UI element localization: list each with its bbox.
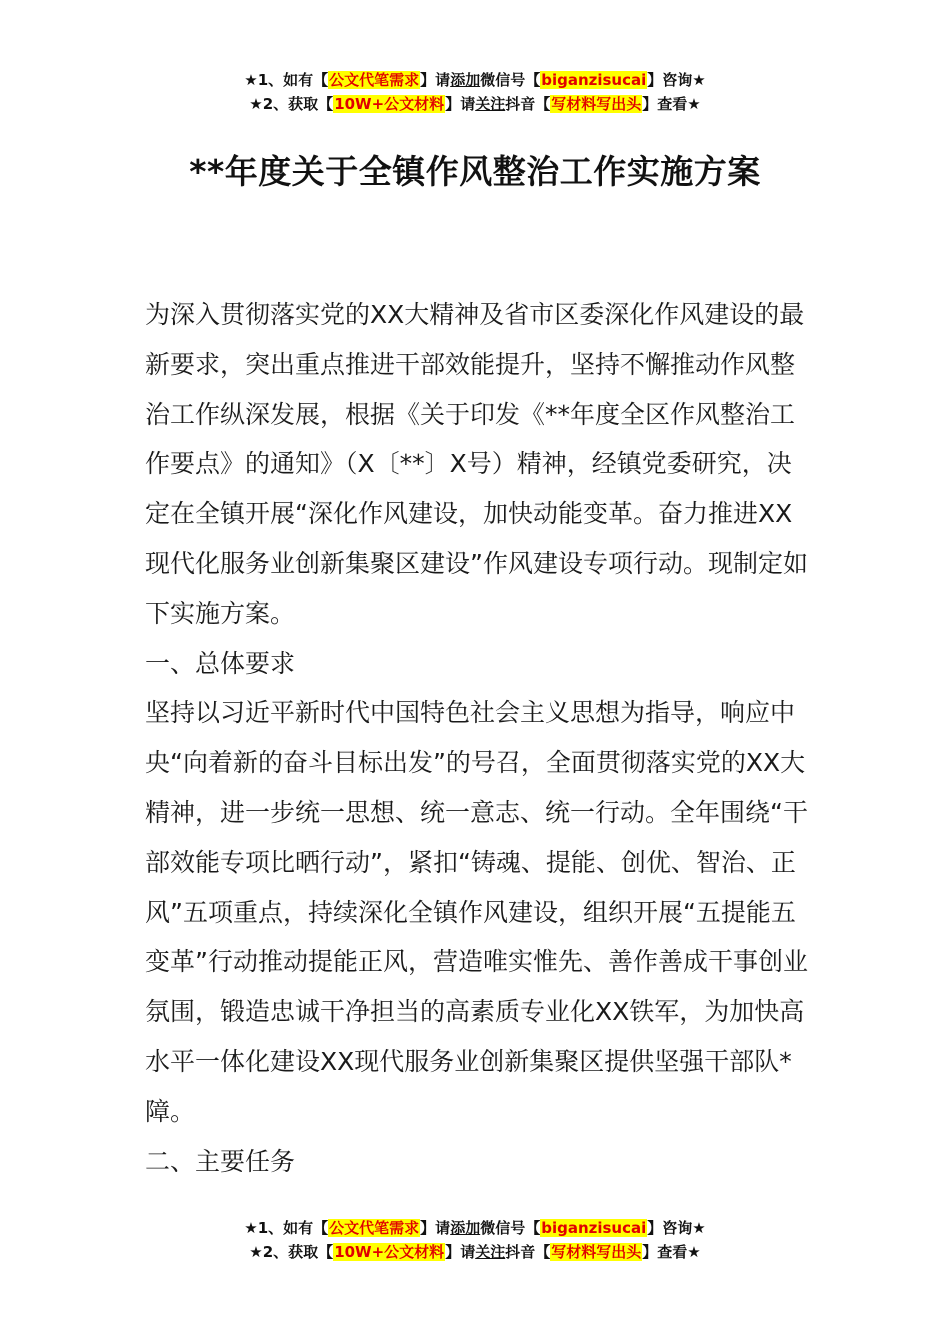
banner-text: 】请	[445, 1243, 476, 1261]
banner-text: 】咨询★	[647, 71, 706, 89]
banner-highlight: 10W+公文材料	[334, 1243, 445, 1261]
banner-text: ★2、获取【	[249, 1243, 334, 1261]
banner-text: 抖音【	[505, 1243, 551, 1261]
banner-text: ★1、如有【	[244, 71, 329, 89]
banner-underlined-text: 关注	[475, 1243, 506, 1261]
banner-highlight: 公文代笔需求	[329, 1219, 420, 1237]
banner-text: 】请	[420, 1219, 451, 1237]
banner-text: 微信号【	[480, 1219, 541, 1237]
banner-text: 】咨询★	[647, 1219, 706, 1237]
banner-line-2	[0, 1240, 950, 1264]
body-paragraph: 为深入贯彻落实党的XX大精神及省市区委深化作风建设的最新要求，突出重点推进干部效能提升，坚持不懈推动作风整治工作纵深发展，根据《关于印发《**年度全区作风整治工作要点》的通知》（X〔**〕X号）精神，经镇党委研究，决定在全镇开展“深化作风建设，加快动能变革。奋力推进XX现代化服务业创新集聚区建设”作风建设专项行动。现制定如下实施方案。	[145, 300, 808, 628]
header-banner	[0, 68, 950, 116]
section-heading: 一、总体要求	[145, 648, 296, 678]
banner-text: 】请	[445, 95, 476, 113]
banner-highlight: biganzisucai	[541, 1219, 647, 1237]
banner-underlined-text: 添加	[450, 71, 481, 89]
banner-highlight: 写材料写出头	[551, 95, 642, 113]
document-body	[145, 290, 810, 1186]
banner-text: 抖音【	[505, 95, 551, 113]
banner-line-1	[0, 68, 950, 92]
body-paragraph: 坚持以习近平新时代中国特色社会主义思想为指导，响应中央“向着新的奋斗目标出发”的号召，全面贯彻落实党的XX大精神，进一步统一思想、统一意志、统一行动。全年围绕“干部效能专项比晒行动”，紧扣“铸魂、提能、创优、智治、正风”五项重点，持续深化全镇作风建设，组织开展“五提能五变革”行动推动提能正风，营造唯实惟先、善作善成干事创业氛围，锻造忠诚干净担当的高素质专业化XX铁军，为加快高水平一体化建设XX现代服务业创新集聚区提供坚强干部队*障。	[145, 698, 808, 1126]
banner-highlight: 10W+公文材料	[334, 95, 445, 113]
banner-highlight: biganzisucai	[541, 71, 647, 89]
banner-text: 微信号【	[480, 71, 541, 89]
banner-line-1	[0, 1216, 950, 1240]
banner-text: 】请	[420, 71, 451, 89]
banner-text: ★2、获取【	[249, 95, 334, 113]
banner-highlight: 公文代笔需求	[329, 71, 420, 89]
document-title: **年度关于全镇作风整治工作实施方案	[189, 152, 761, 191]
banner-line-2	[0, 92, 950, 116]
banner-underlined-text: 添加	[450, 1219, 481, 1237]
banner-highlight: 写材料写出头	[551, 1243, 642, 1261]
banner-underlined-text: 关注	[475, 95, 506, 113]
footer-banner	[0, 1216, 950, 1264]
banner-text: 】查看★	[642, 1243, 701, 1261]
banner-text: ★1、如有【	[244, 1219, 329, 1237]
section-heading: 二、主要任务	[145, 1146, 296, 1176]
banner-text: 】查看★	[642, 95, 701, 113]
